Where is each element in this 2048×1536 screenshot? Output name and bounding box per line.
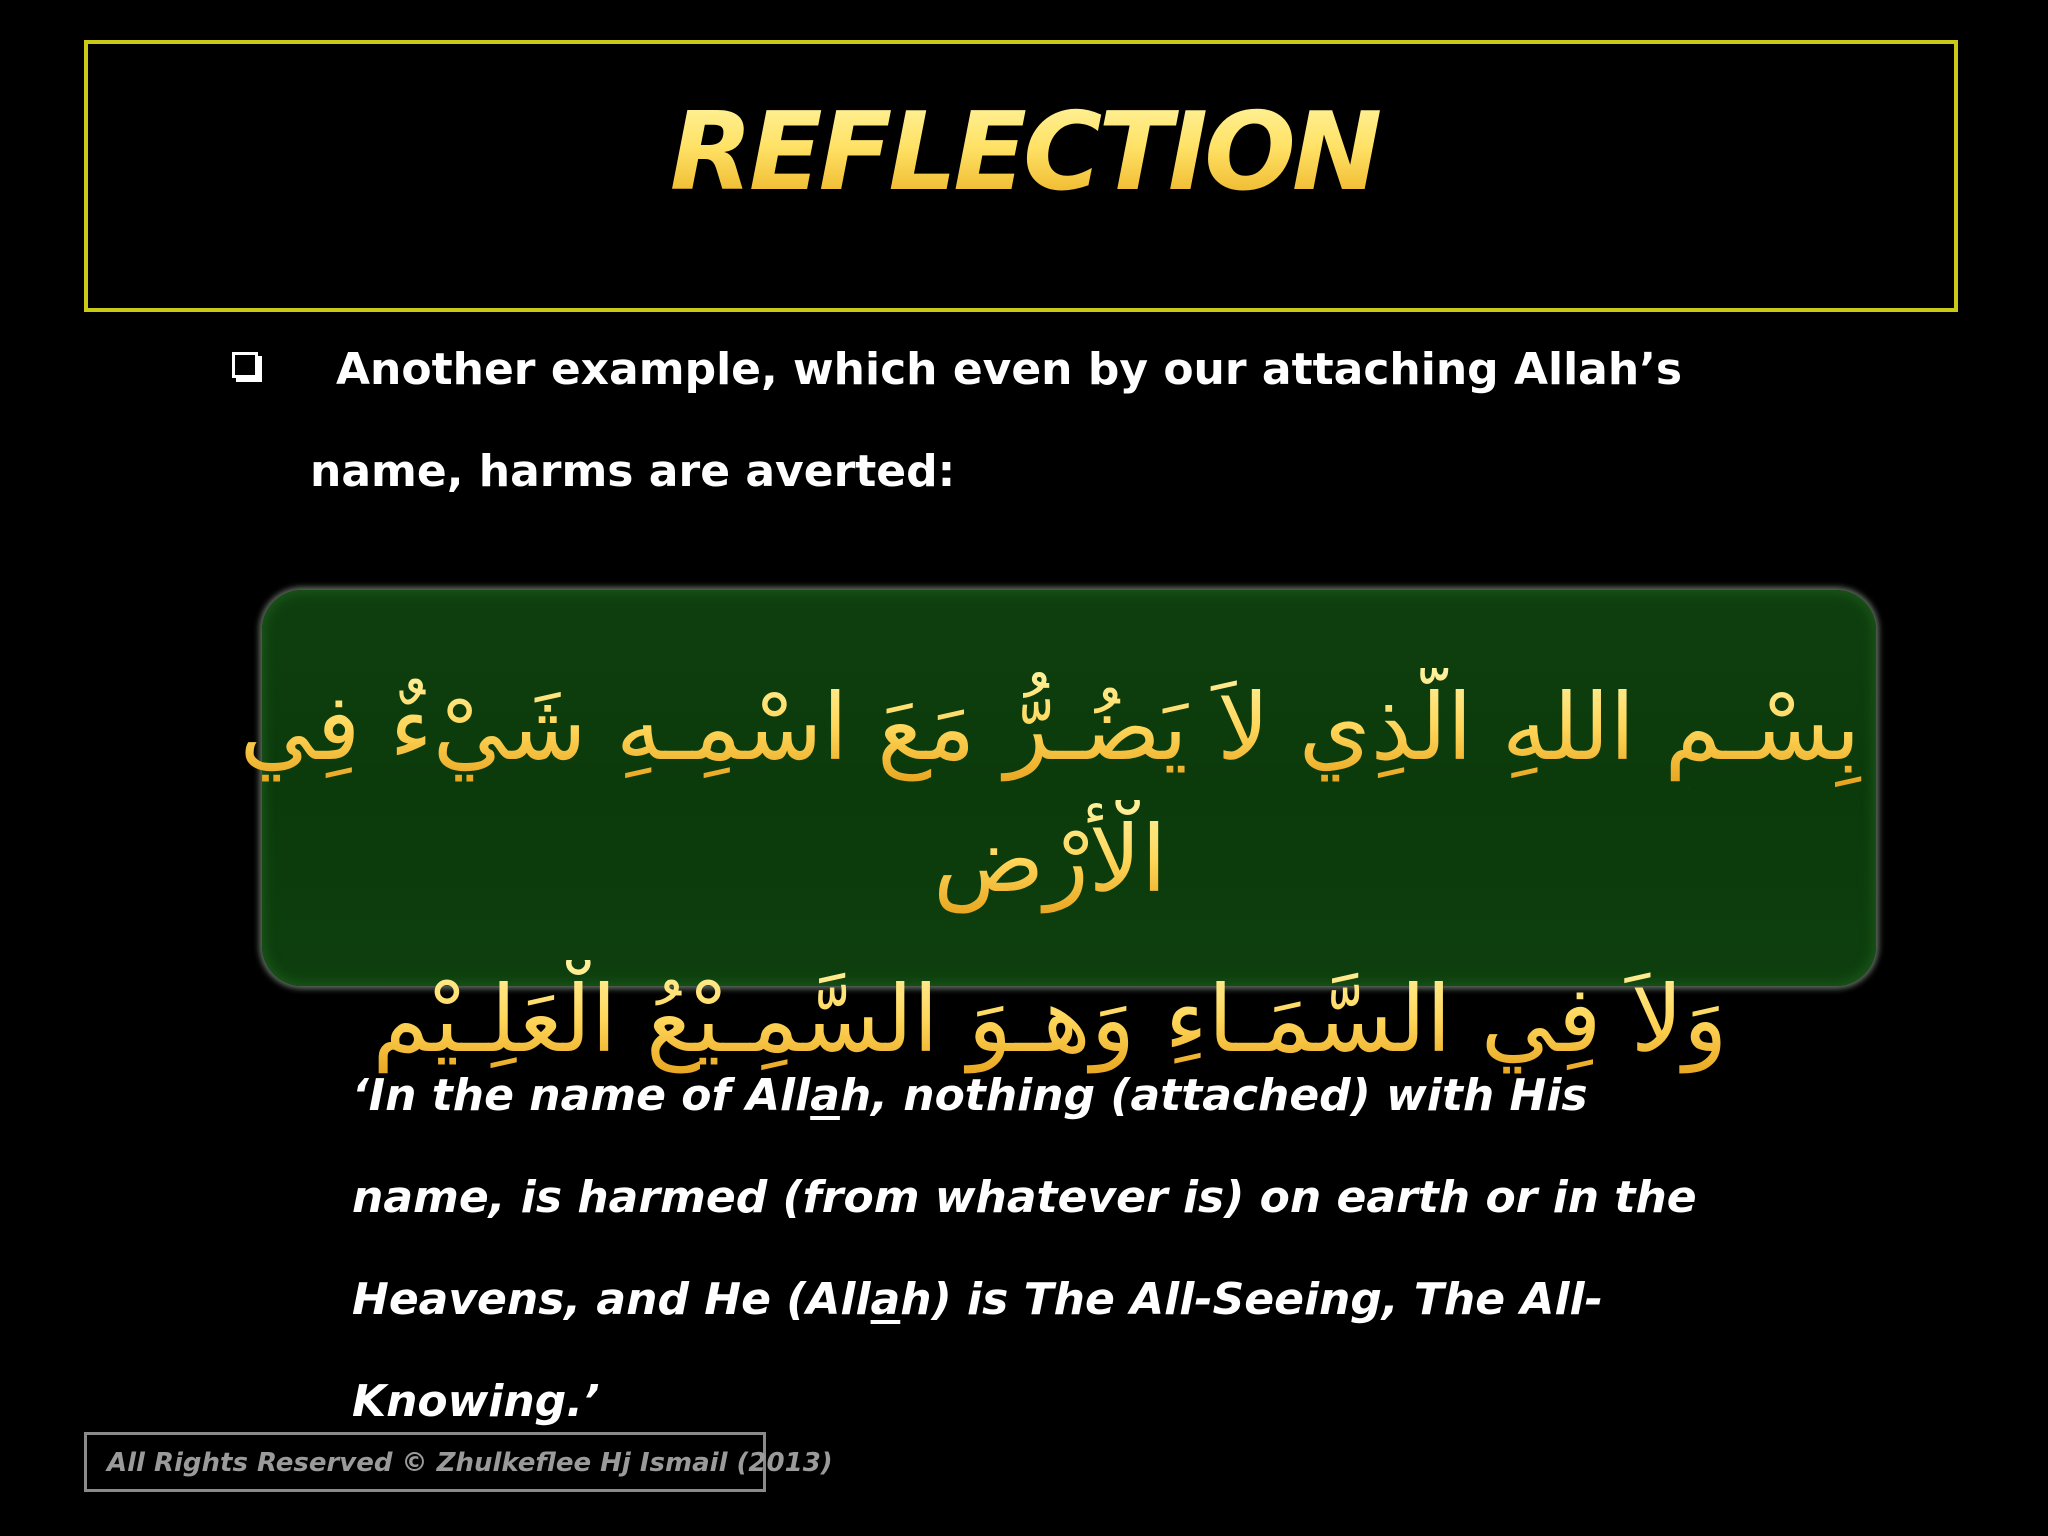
- translation-line-3-end: h) is The All-Seeing, The All-: [900, 1274, 1603, 1325]
- arabic-verse-line-1: بِسْـمِ اللهِ الَّذِي لاَ يَضُـرُّ مَعَ اسْمِـهِ شَيْءٌ فِي: [180, 668, 1920, 788]
- translation-line-2: name, is harmed (from whatever is) on earth or in the: [352, 1172, 1697, 1223]
- translation-line-4: Knowing.’: [352, 1376, 600, 1427]
- translation-underlined-letter: a: [810, 1070, 840, 1121]
- arabic-verse-line-2: الْأَرْضِ: [180, 800, 1920, 920]
- translation-line-3-start: Heavens, and He (All: [352, 1274, 871, 1325]
- translation-line-3: [352, 1270, 1603, 1330]
- translation-line-1-start: ‘In the name of All: [352, 1070, 811, 1121]
- translation-line-1-end: h, nothing (attached) with His: [839, 1070, 1588, 1121]
- intro-text-line-2: name, harms are averted:: [310, 446, 956, 497]
- slide-title: REFLECTION: [0, 88, 2048, 218]
- intro-text-line-1: Another example, which even by our attaching Allah’s: [336, 344, 1683, 395]
- copyright-text: All Rights Reserved © Zhulkeflee Hj Ismail (2013): [107, 1448, 833, 1478]
- arabic-highlight-panel: [262, 590, 1876, 986]
- translation-line-1: [352, 1066, 1588, 1126]
- translation-underlined-letter: a: [870, 1274, 901, 1325]
- arabic-verse-line-3: وَلاَ فِي السَّمَـاءِ وَهـوَ السَّمِـيْعُ الْعَلِـيْمِ: [180, 960, 1920, 1080]
- copyright-box: [84, 1432, 833, 1492]
- square-bullet-icon: [232, 352, 258, 378]
